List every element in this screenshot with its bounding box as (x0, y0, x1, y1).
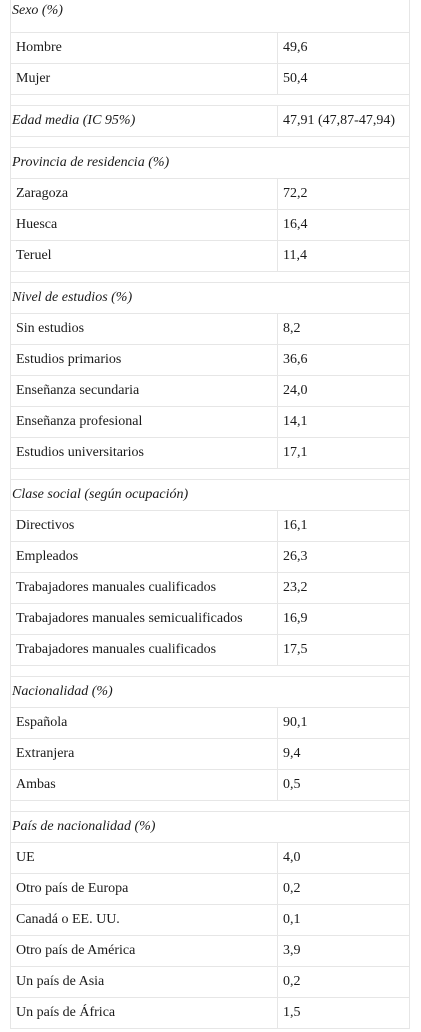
spacer-row (10, 95, 410, 106)
table-row (10, 407, 410, 438)
row-value: 4,0 (277, 843, 410, 873)
row-label: Española (10, 708, 277, 738)
row-label: Canadá o EE. UU. (10, 905, 277, 935)
row-value: 17,5 (277, 635, 410, 665)
row-label: Mujer (10, 64, 277, 94)
row-label: Otro país de América (10, 936, 277, 966)
row-value: 90,1 (277, 708, 410, 738)
table-row (10, 33, 410, 64)
spacer-cell (10, 95, 410, 105)
section-header-clase-social (10, 480, 410, 511)
section-title: Sexo (%) (10, 0, 410, 32)
row-value: 3,9 (277, 936, 410, 966)
row-label: Trabajadores manuales semicualificados (10, 604, 277, 634)
demographics-table (10, 0, 410, 1029)
table-row (10, 64, 410, 95)
table-row (10, 635, 410, 666)
table-row (10, 905, 410, 936)
row-label: Enseñanza profesional (10, 407, 277, 437)
section-title: Nivel de estudios (%) (10, 283, 410, 313)
row-value: 8,2 (277, 314, 410, 344)
spacer-cell (10, 137, 410, 147)
row-label: Directivos (10, 511, 277, 541)
spacer-cell (10, 666, 410, 676)
section-title: Edad media (IC 95%) (10, 106, 277, 136)
spacer-row (10, 137, 410, 148)
row-value: 16,1 (277, 511, 410, 541)
row-value: 26,3 (277, 542, 410, 572)
table-row (10, 604, 410, 635)
row-value: 0,2 (277, 967, 410, 997)
row-value: 16,4 (277, 210, 410, 240)
row-value: 23,2 (277, 573, 410, 603)
section-header-pais (10, 812, 410, 843)
table-row (10, 770, 410, 801)
section-title: Clase social (según ocupación) (10, 480, 410, 510)
row-value: 0,1 (277, 905, 410, 935)
row-label: Trabajadores manuales cualificados (10, 635, 277, 665)
section-header-estudios (10, 283, 410, 314)
row-label: Huesca (10, 210, 277, 240)
row-label: Ambas (10, 770, 277, 800)
spacer-row (10, 272, 410, 283)
table-row (10, 542, 410, 573)
table-row (10, 967, 410, 998)
table-row (10, 843, 410, 874)
row-label: UE (10, 843, 277, 873)
spacer-cell (10, 469, 410, 479)
row-label: Sin estudios (10, 314, 277, 344)
spacer-cell (10, 272, 410, 282)
table-row (10, 511, 410, 542)
table-row (10, 874, 410, 905)
table-row (10, 376, 410, 407)
row-value: 49,6 (277, 33, 410, 63)
section-header-sexo (10, 0, 410, 33)
row-value: 0,5 (277, 770, 410, 800)
row-label: Extranjera (10, 739, 277, 769)
row-label: Estudios universitarios (10, 438, 277, 468)
table-row (10, 739, 410, 770)
row-label: Un país de Asia (10, 967, 277, 997)
section-title: Provincia de residencia (%) (10, 148, 410, 178)
table-row (10, 708, 410, 739)
table-row (10, 998, 410, 1029)
row-label: Trabajadores manuales cualificados (10, 573, 277, 603)
section-header-nacionalidad (10, 677, 410, 708)
row-value: 16,9 (277, 604, 410, 634)
table-row (10, 438, 410, 469)
row-label: Otro país de Europa (10, 874, 277, 904)
row-value: 50,4 (277, 64, 410, 94)
table-row (10, 314, 410, 345)
table-row (10, 179, 410, 210)
row-value: 36,6 (277, 345, 410, 375)
row-value: 47,91 (47,87-47,94) (277, 106, 410, 136)
row-value: 72,2 (277, 179, 410, 209)
spacer-row (10, 801, 410, 812)
table-row (10, 573, 410, 604)
row-value: 9,4 (277, 739, 410, 769)
row-label: Empleados (10, 542, 277, 572)
row-label: Hombre (10, 33, 277, 63)
table-row (10, 210, 410, 241)
row-label: Un país de África (10, 998, 277, 1028)
row-value: 14,1 (277, 407, 410, 437)
section-title: País de nacionalidad (%) (10, 812, 410, 842)
row-value: 17,1 (277, 438, 410, 468)
table-row (10, 345, 410, 376)
section-title: Nacionalidad (%) (10, 677, 410, 707)
section-header-provincia (10, 148, 410, 179)
row-value: 11,4 (277, 241, 410, 271)
spacer-row (10, 469, 410, 480)
spacer-cell (10, 801, 410, 811)
spacer-row (10, 666, 410, 677)
row-label: Teruel (10, 241, 277, 271)
section-header-edad (10, 106, 410, 137)
table-row (10, 936, 410, 967)
row-value: 24,0 (277, 376, 410, 406)
row-value: 1,5 (277, 998, 410, 1028)
row-label: Enseñanza secundaria (10, 376, 277, 406)
row-label: Estudios primarios (10, 345, 277, 375)
row-label: Zaragoza (10, 179, 277, 209)
table-row (10, 241, 410, 272)
row-value: 0,2 (277, 874, 410, 904)
